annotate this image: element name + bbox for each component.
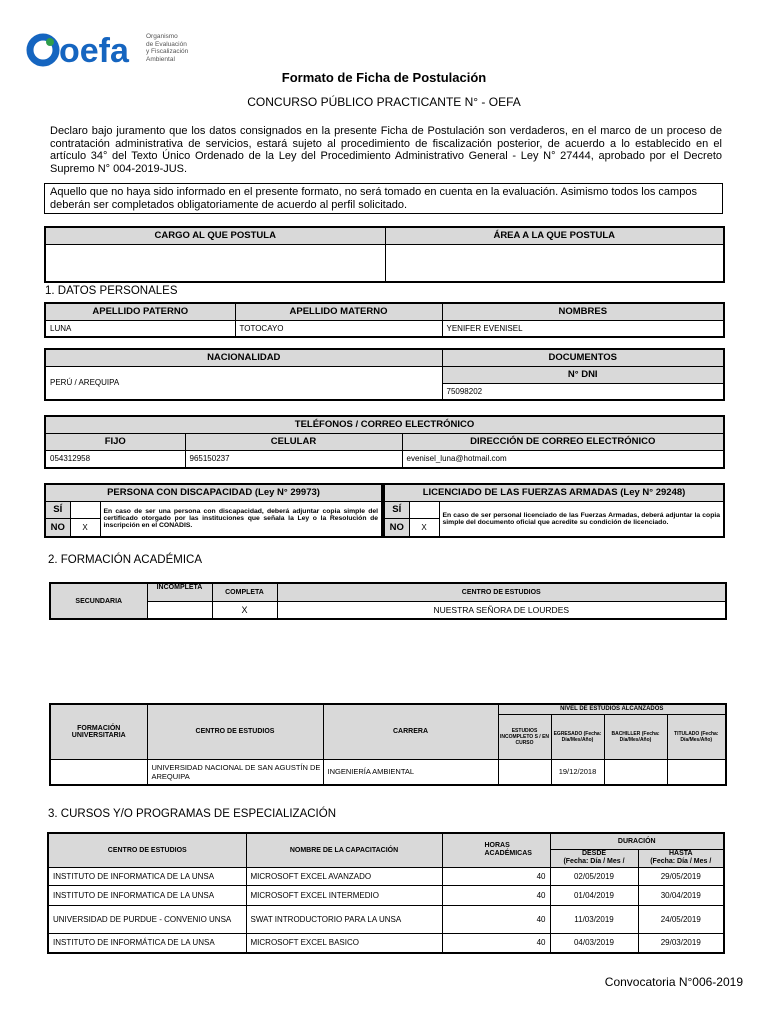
table-row — [48, 933, 724, 953]
nacionalidad-header: NACIONALIDAD — [45, 349, 442, 366]
page-subtitle: CONCURSO PÚBLICO PRACTICANTE N° - OEFA — [247, 95, 521, 109]
fijo-value[interactable]: 054312958 — [45, 450, 185, 468]
egresado-header: EGRESADO (Fecha: Día/Mes/Año) — [551, 714, 604, 759]
disability-no-check[interactable]: X — [70, 518, 100, 537]
table-row — [48, 867, 724, 885]
course-centro[interactable]: INSTITUTO DE INFORMATICA DE LA UNSA — [48, 885, 246, 905]
cargo-field[interactable] — [45, 244, 385, 282]
documentos-header: DOCUMENTOS — [442, 349, 724, 366]
course-desde[interactable]: 04/03/2019 — [550, 933, 638, 953]
titulado-header: TITULADO (Fecha: Día/Mes/Año) — [667, 714, 726, 759]
declaration-text: Declaro bajo juramento que los datos consignados en la presente Ficha de Postulación son verdaderos, en el marco de un proceso de contratación administrativa de servicios, estará sujeto al procedimiento de fiscalización posterior, de acuerdo a lo establecido en el artículo 34° del Texto Único Ordenado de la Ley del Procedimiento Administrativo General - Ley N° 27444, aprobado por el Decreto Supremo N° 004-2019-JUS. — [50, 125, 722, 175]
course-nombre[interactable]: SWAT INTRODUCTORIO PARA LA UNSA — [246, 905, 442, 933]
position-table — [44, 226, 725, 283]
incompleta-header: INCOMPLETA — [147, 583, 212, 601]
nivel-header: NIVEL DE ESTUDIOS ALCANZADOS — [498, 704, 726, 714]
contact-header: TELÉFONOS / CORREO ELECTRÓNICO — [45, 416, 724, 433]
notice-box: Aquello que no haya sido informado en el presente formato, no será tomado en cuenta en la evaluación. Asimismo todos los campos deberán ser completados obligatoriamente de acuerdo al perfil solicitado. — [44, 183, 723, 214]
ffaa-si-label: SÍ — [384, 501, 409, 518]
course-centro[interactable]: INSTITUTO DE INFORMATICA DE LA UNSA — [48, 867, 246, 885]
footer-convocatoria: Convocatoria N°006-2019 — [604, 975, 743, 989]
course-desde[interactable]: 02/05/2019 — [550, 867, 638, 885]
hasta-format: (Fecha: Día / Mes / — [650, 857, 712, 865]
course-hasta[interactable]: 24/05/2019 — [638, 905, 724, 933]
course-nombre[interactable]: MICROSOFT EXCEL AVANZADO — [246, 867, 442, 885]
courses-nombre-header: NOMBRE DE LA CAPACITACIÓN — [246, 833, 442, 867]
desde-label: DESDE — [581, 849, 607, 857]
names-table — [44, 302, 725, 338]
courses-duracion-header — [550, 833, 724, 849]
uni-centro-header: CENTRO DE ESTUDIOS — [147, 704, 323, 759]
courses-desde-header — [550, 849, 638, 867]
nombres-header: NOMBRES — [442, 303, 724, 320]
ffaa-si-check[interactable] — [409, 501, 439, 518]
bachiller-header: BACHILLER (Fecha: Día/Mes/Año) — [604, 714, 667, 759]
fijo-header: FIJO — [45, 433, 185, 450]
disability-si-label: SÍ — [45, 501, 70, 518]
dni-header: N° DNI — [442, 366, 724, 383]
course-hasta[interactable]: 29/05/2019 — [638, 867, 724, 885]
ffaa-table — [383, 483, 725, 538]
carrera-value[interactable]: INGENIERÍA AMBIENTAL — [323, 759, 498, 785]
materno-header: APELLIDO MATERNO — [235, 303, 442, 320]
materno-value[interactable]: TOTOCAYO — [235, 320, 442, 337]
celular-value[interactable]: 965150237 — [185, 450, 402, 468]
course-hasta[interactable]: 30/04/2019 — [638, 885, 724, 905]
secundaria-label: SECUNDARIA — [50, 583, 147, 619]
ffaa-note: En caso de ser personal licenciado de las Fuerzas Armadas, deberá adjuntar la copia simple del documento oficial que acredite su condición de licenciado. — [439, 501, 724, 537]
contact-table — [44, 415, 725, 469]
course-horas[interactable]: 40 — [442, 933, 550, 953]
titulado-value[interactable] — [667, 759, 726, 785]
logo-org-name: Organismo de Evaluación y Fiscalización Ambiental — [146, 33, 189, 63]
nacionalidad-value[interactable]: PERÚ / AREQUIPA — [45, 366, 442, 400]
sec-centro-header: CENTRO DE ESTUDIOS — [277, 583, 726, 601]
paterno-header: APELLIDO PATERNO — [45, 303, 235, 320]
disability-table — [44, 483, 383, 538]
courses-centro-header: CENTRO DE ESTUDIOS — [48, 833, 246, 867]
course-horas[interactable]: 40 — [442, 867, 550, 885]
nationality-table — [44, 348, 725, 401]
email-header: DIRECCIÓN DE CORREO ELECTRÓNICO — [402, 433, 724, 450]
uni-centro-value[interactable]: UNIVERSIDAD NACIONAL DE SAN AGUSTÍN DE AREQUIPA — [147, 759, 323, 785]
course-horas[interactable]: 40 — [442, 885, 550, 905]
desde-format: (Fecha: Día / Mes / — [563, 857, 625, 865]
section-courses-title: 3. CURSOS Y/O PROGRAMAS DE ESPECIALIZACIÓN — [48, 808, 336, 820]
disability-note: En caso de ser una persona con discapacidad, deberá adjuntar copia simple del certificado otorgado por las instituciones que señala la Ley o la Resolución de inscripción en el CONADIS. — [100, 501, 382, 537]
secondary-table — [49, 582, 727, 620]
course-centro[interactable]: UNIVERSIDAD DE PURDUE - CONVENIO UNSA — [48, 905, 246, 933]
duracion-label: DURACIÓN — [617, 837, 656, 845]
incompleto-header: ESTUDIOS INCOMPLETO S / EN CURSO — [498, 714, 551, 759]
disability-no-label: NO — [45, 518, 70, 537]
table-row — [48, 905, 724, 933]
universitaria-label: FORMACIÓN UNIVERSITARIA — [50, 704, 147, 759]
area-field[interactable] — [385, 244, 724, 282]
page-title: Formato de Ficha de Postulación — [281, 70, 487, 85]
courses-hasta-header — [638, 849, 724, 867]
cargo-header: CARGO AL QUE POSTULA — [45, 227, 385, 244]
ffaa-header: LICENCIADO DE LAS FUERZAS ARMADAS (Ley N° 29248) — [384, 484, 724, 501]
course-hasta[interactable]: 29/03/2019 — [638, 933, 724, 953]
disability-si-check[interactable] — [70, 501, 100, 518]
carrera-header: CARRERA — [323, 704, 498, 759]
university-table — [49, 703, 727, 786]
incompleta-value[interactable] — [147, 601, 212, 619]
course-nombre[interactable]: MICROSOFT EXCEL INTERMEDIO — [246, 885, 442, 905]
section-academic-title: 2. FORMACIÓN ACADÉMICA — [48, 554, 202, 566]
hasta-label: HASTA — [668, 849, 693, 857]
table-row — [48, 885, 724, 905]
area-header: ÁREA A LA QUE POSTULA — [385, 227, 724, 244]
bachiller-value[interactable] — [604, 759, 667, 785]
courses-table — [47, 832, 725, 954]
dni-value[interactable]: 75098202 — [442, 383, 724, 400]
logo-brand: oefa — [59, 32, 129, 70]
ffaa-no-label: NO — [384, 518, 409, 537]
disability-header: PERSONA CON DISCAPACIDAD (Ley N° 29973) — [45, 484, 382, 501]
completa-header: COMPLETA — [212, 583, 277, 601]
paterno-value[interactable]: LUNA — [45, 320, 235, 337]
course-nombre[interactable]: MICROSOFT EXCEL BASICO — [246, 933, 442, 953]
courses-horas-header: HORAS ACADÉMICAS — [442, 833, 550, 867]
course-desde[interactable]: 11/03/2019 — [550, 905, 638, 933]
celular-header: CELULAR — [185, 433, 402, 450]
incompleto-value[interactable] — [498, 759, 551, 785]
egresado-value[interactable]: 19/12/2018 — [551, 759, 604, 785]
ffaa-no-check[interactable]: X — [409, 518, 439, 537]
sec-centro-value[interactable]: NUESTRA SEÑORA DE LOURDES — [277, 601, 726, 619]
course-centro[interactable]: INSTITUTO DE INFORMÁTICA DE LA UNSA — [48, 933, 246, 953]
course-desde[interactable]: 01/04/2019 — [550, 885, 638, 905]
course-horas[interactable]: 40 — [442, 905, 550, 933]
completa-value[interactable]: X — [212, 601, 277, 619]
section-personal-title: 1. DATOS PERSONALES — [45, 285, 178, 297]
email-value[interactable]: evenisel_luna@hotmail.com — [402, 450, 724, 468]
nombres-value[interactable]: YENIFER EVENISEL — [442, 320, 724, 337]
